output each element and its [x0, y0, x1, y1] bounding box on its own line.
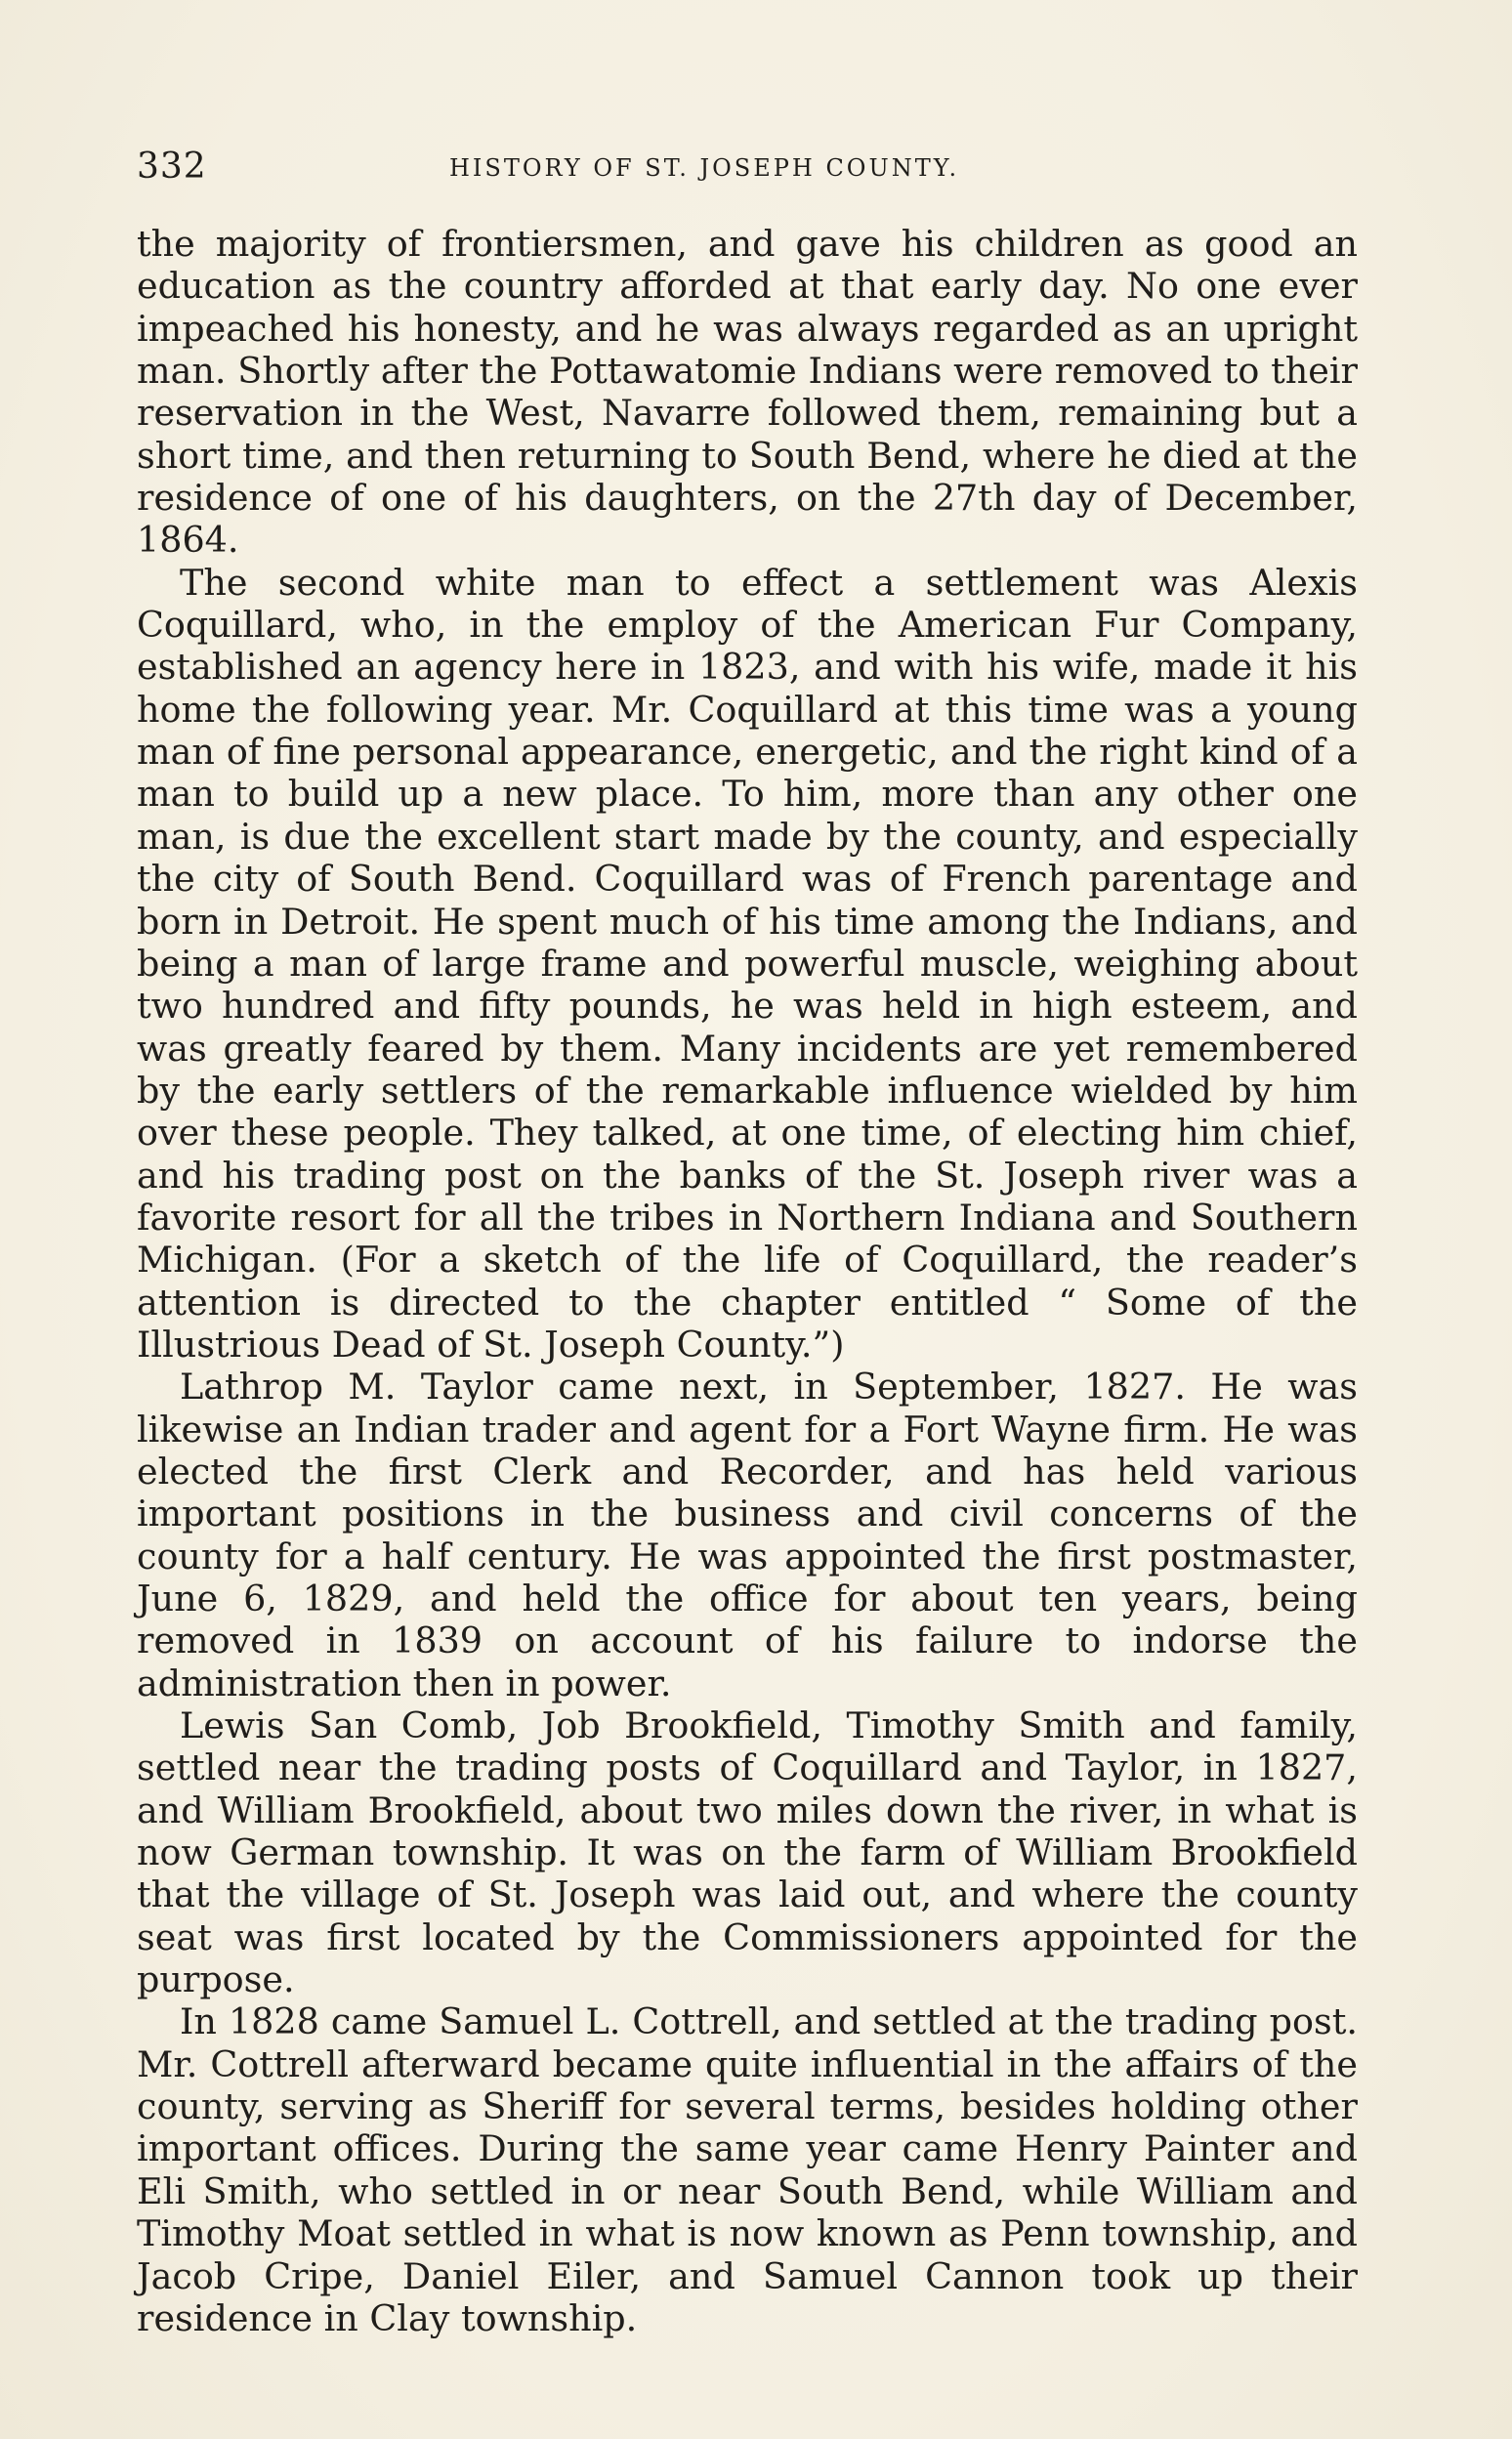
body-text: [137, 223, 1358, 2339]
running-title: HISTORY OF ST. JOSEPH COUNTY.: [449, 154, 960, 182]
paragraph-taylor: Lathrop M. Taylor came next, in September, 1827. He was likewise an Indian trader and agent for a Fort Wayne firm. He was elected the first Clerk and Recorder, and has held various important positions in the business and civil concerns of the county for a half century. He was appointed the first postmaster, June 6, 1829, and held the office for about ten years, being removed in 1839 on account of his failure to indorse the administration then in power.: [137, 1366, 1358, 1704]
page-number: 332: [137, 147, 207, 187]
paragraph-coquillard: The second white man to effect a settlement was Alexis Coquillard, who, in the employ of the American Fur Company, established an agency here in 1823, and with his wife, made it his home the following year. Mr. Coquillard at this time was a young man of fine personal appearance, energetic, and the right kind of a man to build up a new place. To him, more than any other one man, is due the excellent start made by the county, and especially the city of South Bend. Coquillard was of French parentage and born in Detroit. He spent much of his time among the Indians, and being a man of large frame and powerful muscle, weighing about two hundred and fifty pounds, he was held in high esteem, and was greatly feared by them. Many incidents are yet remembered by the early settlers of the remarkable influence wielded by him over these people. They talked, at one time, of electing him chief, and his trading post on the banks of the St. Joseph river was a favorite resort for all the tribes in Northern Indiana and Southern Michigan. (For a sketch of the life of Coquillard, the reader’s attention is directed to the chapter entitled “ Some of the Illustrious Dead of St. Joseph County.”): [137, 561, 1358, 1366]
paragraph-san-comb: Lewis San Comb, Job Brookfield, Timothy Smith and family, settled near the trading posts of Coquillard and Taylor, in 1827, and William Brookfield, about two miles down the river, in what is now German township. It was on the farm of William Brookfield that the village of St. Joseph was laid out, and where the county seat was first located by the Commissioners appointed for the purpose.: [137, 1704, 1358, 2001]
running-head: [137, 147, 1358, 195]
paragraph-navarre: the majority of frontiersmen, and gave his children as good an education as the country afforded at that early day. No one ever impeached his honesty, and he was always regarded as an upright man. Shortly after the Pottawatomie Indians were removed to their reservation in the West, Navarre followed them, remaining but a short time, and then returning to South Bend, where he died at the residence of one of his daughters, on the 27th day of December, 1864.: [137, 223, 1358, 562]
paragraph-cottrell: In 1828 came Samuel L. Cottrell, and settled at the trading post. Mr. Cottrell afterward became quite influential in the affairs of the county, serving as Sheriff for several terms, besides holding other important offices. During the same year came Henry Painter and Eli Smith, who settled in or near South Bend, while William and Timothy Moat settled in what is now known as Penn township, and Jacob Cripe, Daniel Eiler, and Samuel Cannon took up their residence in Clay township.: [137, 2000, 1358, 2339]
